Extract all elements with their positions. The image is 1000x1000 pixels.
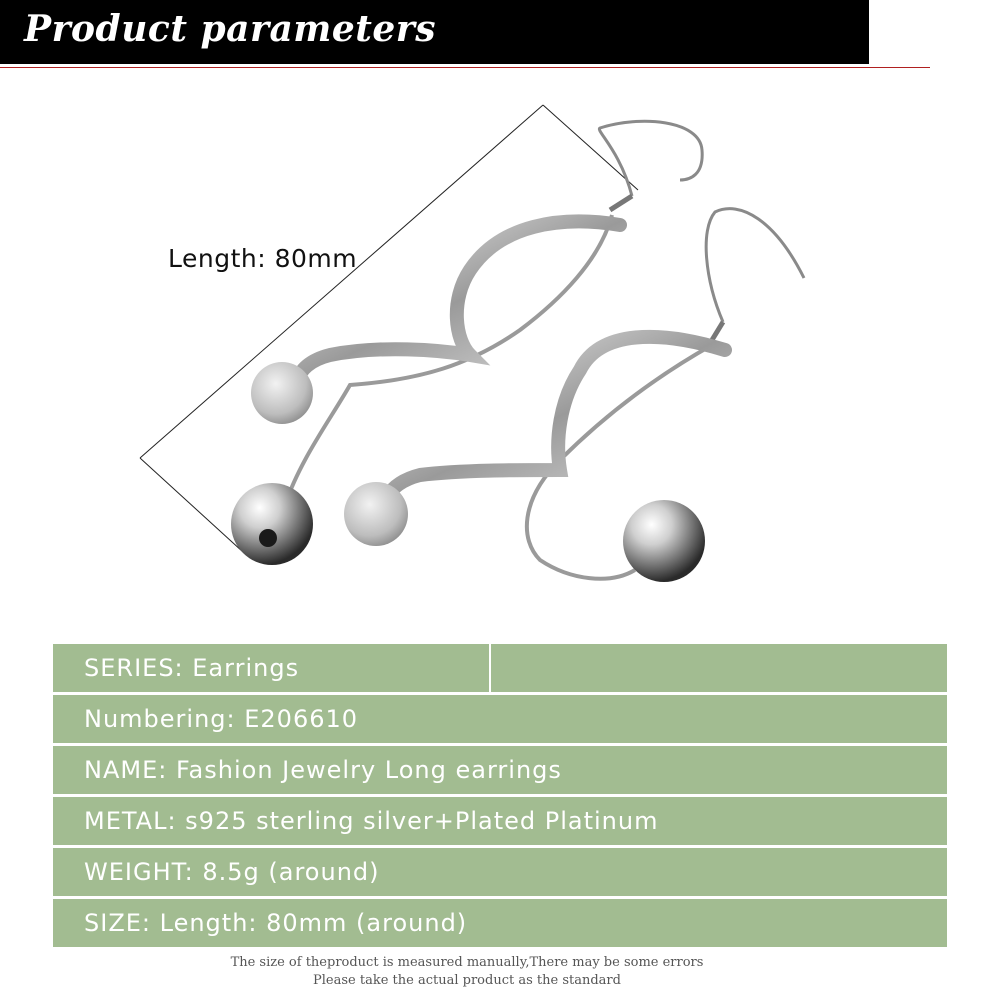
spec-weight: WEIGHT: 8.5g (around) <box>84 858 380 886</box>
spec-row-weight <box>53 848 947 896</box>
measurement-disclaimer <box>0 954 934 990</box>
spec-metal: METAL: s925 sterling silver+Plated Platinum <box>84 807 659 835</box>
right-earring <box>344 209 804 582</box>
disclaimer-line-1: The size of theproduct is measured manually,There may be some errors <box>230 955 704 970</box>
spec-table <box>53 644 947 950</box>
spec-numbering: Numbering: E206610 <box>84 705 359 733</box>
spec-row-series <box>53 644 947 692</box>
spec-row-size <box>53 899 947 947</box>
spec-name: NAME: Fashion Jewelry Long earrings <box>84 756 562 784</box>
spec-size: SIZE: Length: 80mm (around) <box>84 909 468 937</box>
earrings-product-image <box>0 90 1000 650</box>
disclaimer-line-2: Please take the actual product as the standard <box>313 973 621 988</box>
spec-row-metal <box>53 797 947 845</box>
spec-series: SERIES: Earrings <box>84 654 300 682</box>
header-divider <box>0 67 930 68</box>
spec-row-numbering <box>53 695 947 743</box>
row-divider <box>489 644 491 692</box>
page-title: Product parameters <box>24 8 437 50</box>
length-label: Length: 80mm <box>168 244 358 273</box>
spec-row-name <box>53 746 947 794</box>
header-bar <box>0 0 869 64</box>
